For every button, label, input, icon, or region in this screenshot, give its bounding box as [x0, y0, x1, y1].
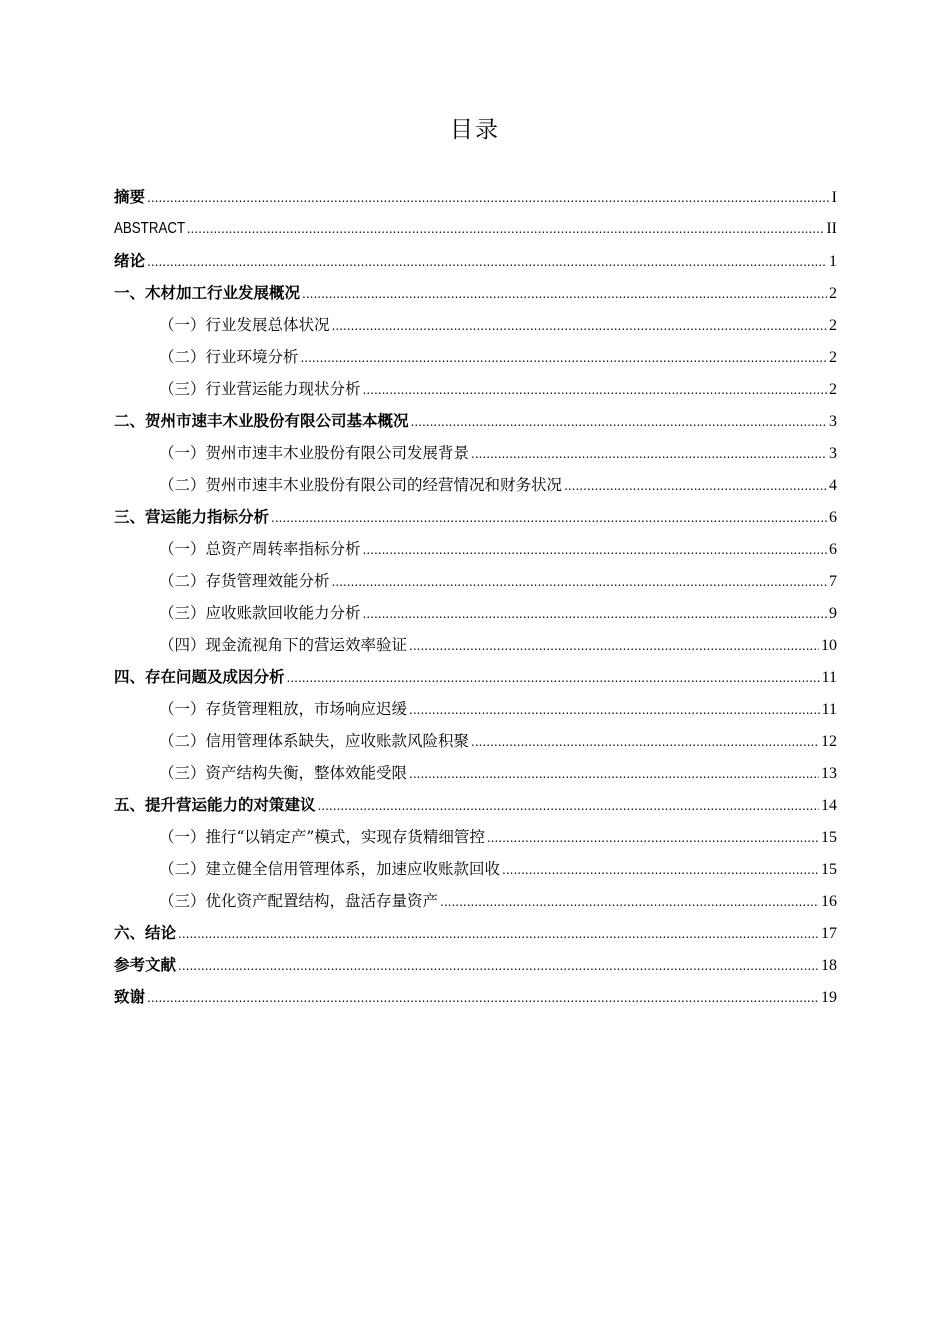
toc-entry-section[interactable]: [114, 597, 837, 629]
toc-entry-label: 致谢: [114, 988, 146, 1006]
toc-entry-label: ABSTRACT: [114, 220, 186, 237]
toc-entry-chapter[interactable]: [114, 501, 837, 533]
toc-entry-number: 二、: [114, 412, 146, 430]
toc-entry-label: 木材加工行业发展概况: [145, 284, 301, 302]
dot-leader: [147, 982, 819, 1014]
dot-leader: [332, 566, 827, 598]
toc-entry-page-number: 16: [821, 893, 837, 910]
toc-entry-label: （三）应收账款回收能力分析: [159, 604, 361, 622]
toc-entry-chapter[interactable]: [114, 917, 837, 949]
toc-entry-page-number: 11: [821, 669, 837, 686]
toc-entry-page-number: 15: [821, 829, 837, 846]
dot-leader: [287, 662, 820, 694]
toc-entry-page-number: 13: [821, 765, 837, 782]
toc-entry-label: 贺州市速丰木业股份有限公司基本概况: [145, 412, 409, 430]
dot-leader: [471, 438, 827, 470]
toc-entry-label: 绪论: [114, 252, 146, 270]
toc-entry-label: （一）推行“以销定产”模式，实现存货精细管控: [159, 828, 485, 846]
toc-entry-chapter[interactable]: [114, 181, 837, 213]
toc-entry-number: 一、: [114, 284, 146, 302]
dot-leader: [502, 854, 819, 886]
toc-entry-page-number: 12: [821, 733, 837, 750]
toc-entry-chapter[interactable]: [114, 661, 837, 693]
toc-entry-page-number: I: [831, 189, 837, 206]
page-title: 目录: [450, 117, 500, 143]
toc-entry-page-number: II: [826, 220, 837, 237]
toc-entry-label: 提升营运能力的对策建议: [145, 796, 316, 814]
dot-leader: [409, 694, 820, 726]
toc-entry-page-number: 10: [821, 637, 837, 654]
toc-entry-section[interactable]: [114, 437, 837, 469]
toc-entry-section[interactable]: [114, 821, 837, 853]
toc-entry-chapter[interactable]: [114, 213, 837, 245]
toc-entry-page-number: 19: [821, 989, 837, 1006]
toc-entry-page-number: 2: [829, 349, 837, 366]
toc-entry-page-number: 9: [829, 605, 837, 622]
toc-entry-label: （三）行业营运能力现状分析: [159, 380, 361, 398]
toc-entry-label: （二）建立健全信用管理体系，加速应收账款回收: [159, 860, 501, 878]
dot-leader: [187, 213, 825, 245]
toc-entry-page-number: 11: [821, 701, 837, 718]
toc-entry-section[interactable]: [114, 693, 837, 725]
dot-leader: [363, 534, 827, 566]
toc-entry-page-number: 14: [821, 797, 837, 814]
dot-leader: [363, 374, 827, 406]
toc-entry-section[interactable]: [114, 469, 837, 501]
toc-entry-label: （一）行业发展总体状况: [159, 316, 330, 334]
toc-entry-section[interactable]: [114, 885, 837, 917]
toc-entry-page-number: 1: [829, 253, 837, 270]
toc-entry-label: 存在问题及成因分析: [145, 668, 285, 686]
toc-entry-label: （一）贺州市速丰木业股份有限公司发展背景: [159, 444, 470, 462]
toc-entry-label: （二）存货管理效能分析: [159, 572, 330, 590]
toc-entry-section[interactable]: [114, 341, 837, 373]
toc-entry-label: 参考文献: [114, 956, 177, 974]
toc-entry-label: 营运能力指标分析: [145, 508, 270, 526]
toc-entry-section[interactable]: [114, 565, 837, 597]
toc-entry-label: （二）信用管理体系缺失，应收账款风险积聚: [159, 732, 470, 750]
toc-entry-page-number: 6: [829, 541, 837, 558]
dot-leader: [147, 182, 830, 214]
toc-entry-number: 四、: [114, 668, 146, 686]
toc-entry-label: （三）资产结构失衡，整体效能受限: [159, 764, 408, 782]
toc-entry-section[interactable]: [114, 373, 837, 405]
toc-entry-number: 六、: [114, 924, 146, 942]
toc-entry-section[interactable]: [114, 629, 837, 661]
toc-entry-chapter[interactable]: [114, 245, 837, 277]
toc-entry-page-number: 15: [821, 861, 837, 878]
toc-entry-chapter[interactable]: [114, 949, 837, 981]
toc-entry-chapter[interactable]: [114, 405, 837, 437]
toc-entry-page-number: 4: [829, 477, 837, 494]
toc-entry-label: （四）现金流视角下的营运效率验证: [159, 636, 408, 654]
toc-entry-number: 三、: [114, 508, 146, 526]
toc-entry-page-number: 2: [829, 381, 837, 398]
toc-entry-page-number: 6: [829, 509, 837, 526]
toc-entry-label: （一）存货管理粗放，市场响应迟缓: [159, 700, 408, 718]
toc-entry-page-number: 18: [821, 957, 837, 974]
toc-entry-section[interactable]: [114, 309, 837, 341]
toc-entry-chapter[interactable]: [114, 789, 837, 821]
dot-leader: [440, 886, 819, 918]
toc-entry-label: （一）总资产周转率指标分析: [159, 540, 361, 558]
toc-entry-page-number: 2: [829, 317, 837, 334]
toc-entry-section[interactable]: [114, 757, 837, 789]
dot-leader: [178, 950, 819, 982]
dot-leader: [409, 758, 819, 790]
toc-entry-label: （三）优化资产配置结构，盘活存量资产: [159, 892, 439, 910]
toc-entry-label: （二）行业环境分析: [159, 348, 299, 366]
toc-entry-page-number: 17: [821, 925, 837, 942]
dot-leader: [411, 406, 827, 438]
dot-leader: [271, 502, 827, 534]
dot-leader: [471, 726, 819, 758]
dot-leader: [409, 630, 819, 662]
toc-entry-page-number: 2: [829, 285, 837, 302]
toc-entry-section[interactable]: [114, 853, 837, 885]
dot-leader: [147, 246, 827, 278]
dot-leader: [301, 342, 827, 374]
toc-entry-label: 结论: [145, 924, 177, 942]
dot-leader: [564, 470, 827, 502]
dot-leader: [487, 822, 819, 854]
toc-entry-chapter[interactable]: [114, 277, 837, 309]
toc-entry-page-number: 3: [829, 445, 837, 462]
toc-entry-page-number: 3: [829, 413, 837, 430]
toc-entry-section[interactable]: [114, 725, 837, 757]
dot-leader: [302, 278, 827, 310]
dot-leader: [332, 310, 827, 342]
toc-entry-label: 摘要: [114, 188, 146, 206]
dot-leader: [363, 598, 827, 630]
toc-entry-number: 五、: [114, 796, 146, 814]
toc-entry-page-number: 7: [829, 573, 837, 590]
table-of-contents: [114, 181, 837, 1013]
toc-entry-chapter[interactable]: [114, 981, 837, 1013]
toc-entry-label: （二）贺州市速丰木业股份有限公司的经营情况和财务状况: [159, 476, 563, 494]
dot-leader: [318, 790, 819, 822]
dot-leader: [178, 918, 819, 950]
toc-entry-section[interactable]: [114, 533, 837, 565]
